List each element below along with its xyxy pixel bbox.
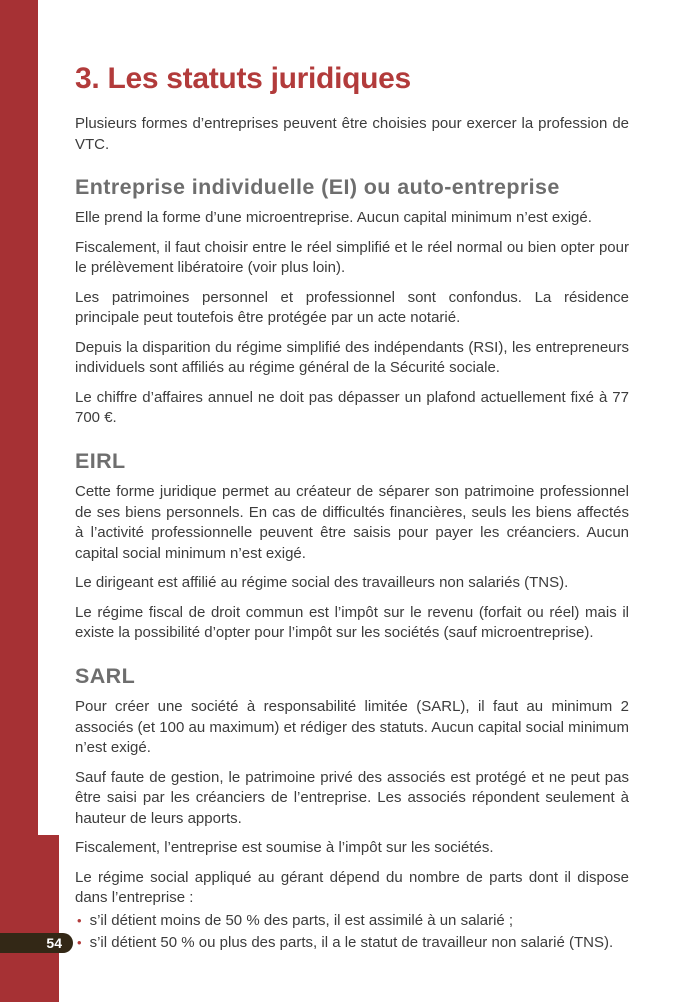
body-paragraph: Les patrimoines personnel et professionnel sont confondus. La résidence principale peut toutefois être protégée par un acte notarié. bbox=[75, 288, 629, 327]
intro-paragraph: Plusieurs formes d’entreprises peuvent être choisies pour exercer la profession de VTC. bbox=[75, 114, 629, 153]
body-paragraph: Le régime fiscal de droit commun est l’impôt sur le revenu (forfait ou réel) mais il existe la possibilité d’opter pour l’impôt sur les sociétés (sauf microentreprise). bbox=[75, 603, 629, 642]
section-heading-eirl: EIRL bbox=[75, 448, 126, 473]
bullet-dot-icon: • bbox=[77, 912, 82, 928]
page-content bbox=[75, 0, 629, 954]
body-paragraph: Elle prend la forme d’une microentreprise. Aucun capital minimum n’est exigé. bbox=[75, 209, 592, 227]
body-paragraph: Cette forme juridique permet au créateur de séparer son patrimoine professionnel de ses biens personnels. En cas de difficultés financières, seuls les biens affectés à l’activité professionnelle peuvent être saisis pour payer les créanciers. Aucun capital social minimum n’est exigé. bbox=[75, 483, 629, 562]
body-paragraph: Le dirigeant est affilié au régime social des travailleurs non salariés (TNS). bbox=[75, 574, 569, 592]
bullet-item bbox=[77, 911, 629, 932]
body-paragraph: Fiscalement, l’entreprise est soumise à l’impôt sur les sociétés. bbox=[75, 839, 494, 857]
body-paragraph: Le régime social appliqué au gérant dépend du nombre de parts dont il dispose dans l’entreprise : bbox=[75, 868, 629, 907]
body-paragraph: Le chiffre d’affaires annuel ne doit pas dépasser un plafond actuellement fixé à 77 700 €. bbox=[75, 388, 629, 427]
chapter-title: 3. Les statuts juridiques bbox=[75, 62, 411, 95]
section-heading-entreprise-individuelle: Entreprise individuelle (EI) ou auto-entreprise bbox=[75, 174, 560, 199]
page-number-badge bbox=[0, 933, 73, 953]
body-paragraph: Depuis la disparition du régime simplifié des indépendants (RSI), les entrepreneurs individuels sont affiliés au régime général de la Sécurité sociale. bbox=[75, 338, 629, 377]
body-paragraph: Fiscalement, il faut choisir entre le réel simplifié et le réel normal ou bien opter pour le prélèvement libératoire (voir plus loin). bbox=[75, 238, 629, 277]
page-number: 54 bbox=[46, 935, 62, 951]
body-paragraph: Pour créer une société à responsabilité limitée (SARL), il faut au minimum 2 associés (et 100 au maximum) et rédiger des statuts. Aucun capital social minimum n’est exigé. bbox=[75, 698, 629, 757]
section-heading-sarl: SARL bbox=[75, 663, 136, 688]
bullet-text: s’il détient moins de 50 % des parts, il est assimilé à un salarié ; bbox=[89, 911, 514, 929]
bullet-item bbox=[77, 933, 629, 954]
body-paragraph: Sauf faute de gestion, le patrimoine privé des associés est protégé et ne peut pas être saisi par les créanciers de l’entreprise. Les associés répondent seulement à hauteur de leurs apports. bbox=[75, 768, 629, 827]
bullet-text: s’il détient 50 % ou plus des parts, il a le statut de travailleur non salarié (TNS). bbox=[89, 934, 614, 952]
bullet-dot-icon: • bbox=[77, 935, 82, 951]
left-accent-bar-bottom bbox=[0, 835, 59, 1002]
